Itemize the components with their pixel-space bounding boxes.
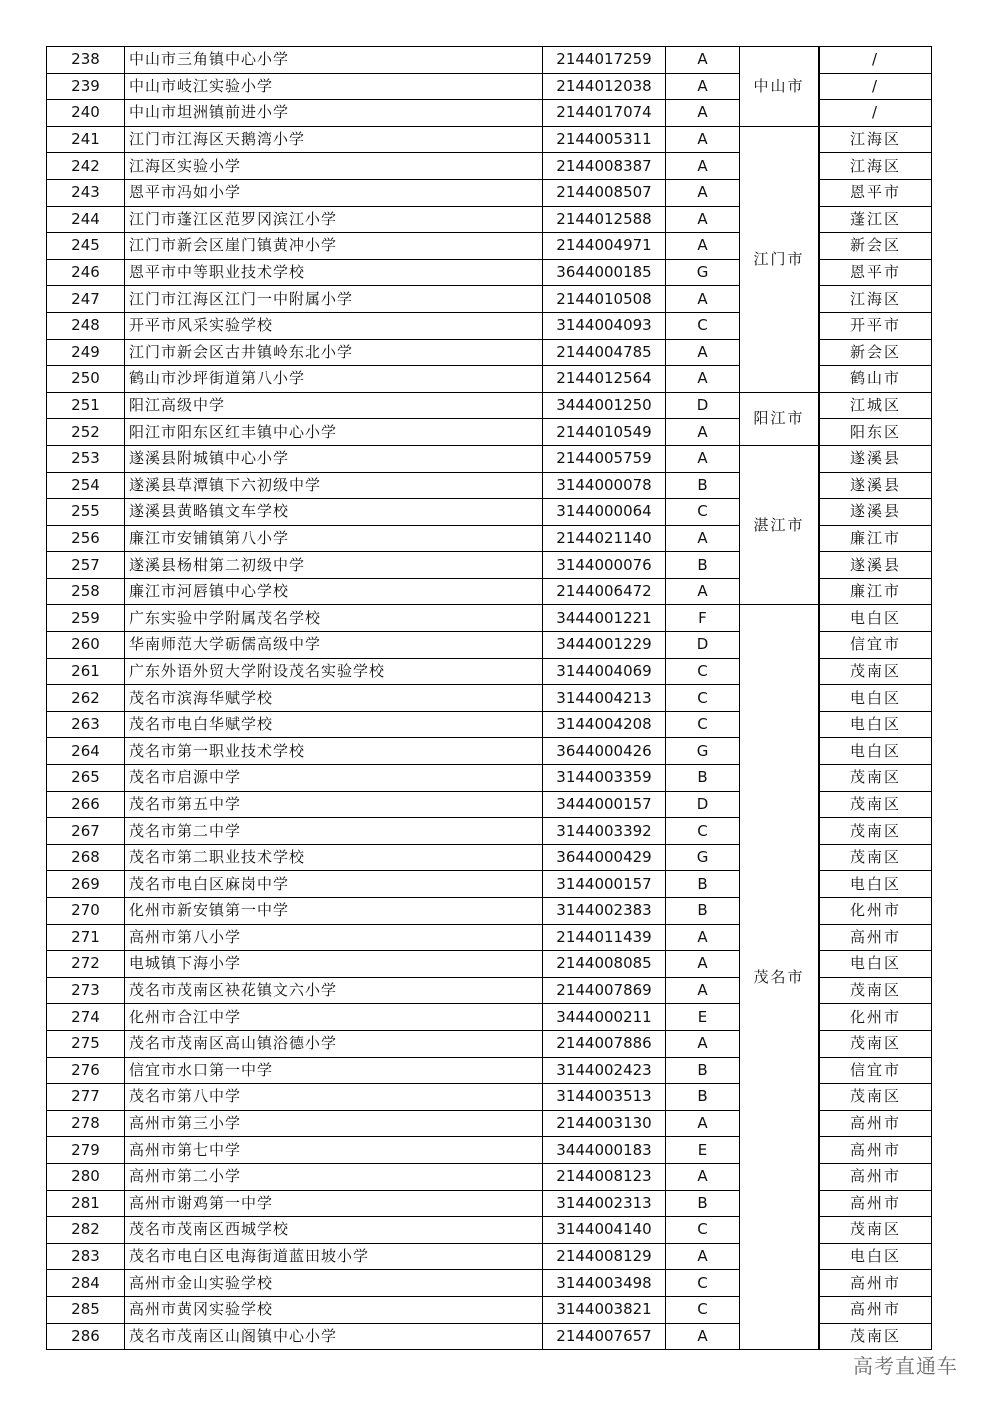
school-list-body <box>47 47 932 1350</box>
row-number-cell: 249 <box>47 339 125 366</box>
category-cell: B <box>666 898 740 925</box>
district-cell: 鹤山市 <box>820 366 932 393</box>
row-number-cell: 285 <box>47 1296 125 1323</box>
category-cell: A <box>666 578 740 605</box>
school-code-cell: 3144000157 <box>543 871 666 898</box>
district-cell: 电白区 <box>820 1243 932 1270</box>
school-name-cell: 茂名市茂南区西城学校 <box>125 1217 543 1244</box>
district-cell: 茂南区 <box>820 1323 932 1350</box>
school-code-cell: 3144004093 <box>543 312 666 339</box>
school-code-cell: 3444000157 <box>543 791 666 818</box>
category-cell: A <box>666 951 740 978</box>
district-cell: 茂南区 <box>820 1030 932 1057</box>
district-cell: 高州市 <box>820 1190 932 1217</box>
district-cell: 茂南区 <box>820 818 932 845</box>
school-code-cell: 3444000211 <box>543 1004 666 1031</box>
district-cell: 高州市 <box>820 1296 932 1323</box>
row-number-cell: 254 <box>47 472 125 499</box>
school-name-cell: 高州市谢鸡第一中学 <box>125 1190 543 1217</box>
school-code-cell: 2144005759 <box>543 445 666 472</box>
category-cell: B <box>666 1084 740 1111</box>
table-row <box>47 605 932 632</box>
category-cell: A <box>666 445 740 472</box>
row-number-cell: 262 <box>47 685 125 712</box>
school-name-cell: 恩平市冯如小学 <box>125 179 543 206</box>
category-cell: A <box>666 206 740 233</box>
row-number-cell: 271 <box>47 924 125 951</box>
school-code-cell: 3144004208 <box>543 711 666 738</box>
school-name-cell: 遂溪县草潭镇下六初级中学 <box>125 472 543 499</box>
school-code-cell: 2144008507 <box>543 179 666 206</box>
school-code-cell: 2144004971 <box>543 233 666 260</box>
school-name-cell: 高州市金山实验学校 <box>125 1270 543 1297</box>
district-cell: 信宜市 <box>820 1057 932 1084</box>
category-cell: G <box>666 844 740 871</box>
row-number-cell: 244 <box>47 206 125 233</box>
district-cell: 江海区 <box>820 153 932 180</box>
category-cell: A <box>666 924 740 951</box>
row-number-cell: 259 <box>47 605 125 632</box>
category-cell: D <box>666 791 740 818</box>
school-name-cell: 中山市岐江实验小学 <box>125 73 543 100</box>
school-name-cell: 茂名市启源中学 <box>125 765 543 792</box>
school-name-cell: 高州市黄冈实验学校 <box>125 1296 543 1323</box>
district-cell: 电白区 <box>820 738 932 765</box>
school-name-cell: 遂溪县附城镇中心小学 <box>125 445 543 472</box>
category-cell: D <box>666 392 740 419</box>
district-cell: / <box>820 73 932 100</box>
district-cell: / <box>820 100 932 127</box>
city-cell: 阳江市 <box>740 392 819 445</box>
school-code-cell: 3144000078 <box>543 472 666 499</box>
school-code-cell: 3444001229 <box>543 632 666 659</box>
category-cell: A <box>666 1323 740 1350</box>
district-cell: 新会区 <box>820 233 932 260</box>
row-number-cell: 265 <box>47 765 125 792</box>
category-cell: G <box>666 259 740 286</box>
row-number-cell: 247 <box>47 286 125 313</box>
table-row <box>47 126 932 153</box>
school-code-cell: 2144007869 <box>543 977 666 1004</box>
district-cell: 遂溪县 <box>820 472 932 499</box>
school-name-cell: 恩平市中等职业技术学校 <box>125 259 543 286</box>
district-cell: 电白区 <box>820 605 932 632</box>
category-cell: A <box>666 419 740 446</box>
row-number-cell: 243 <box>47 179 125 206</box>
category-cell: A <box>666 73 740 100</box>
school-name-cell: 茂名市茂南区高山镇浴德小学 <box>125 1030 543 1057</box>
school-name-cell: 茂名市第一职业技术学校 <box>125 738 543 765</box>
school-name-cell: 茂名市第八中学 <box>125 1084 543 1111</box>
school-name-cell: 茂名市第二中学 <box>125 818 543 845</box>
category-cell: A <box>666 366 740 393</box>
row-number-cell: 245 <box>47 233 125 260</box>
category-cell: A <box>666 47 740 74</box>
school-code-cell: 3644000185 <box>543 259 666 286</box>
school-name-cell: 江海区实验小学 <box>125 153 543 180</box>
school-name-cell: 信宜市水口第一中学 <box>125 1057 543 1084</box>
district-cell: 新会区 <box>820 339 932 366</box>
school-code-cell: 2144003130 <box>543 1110 666 1137</box>
school-name-cell: 茂名市茂南区袂花镇文六小学 <box>125 977 543 1004</box>
district-cell: 江城区 <box>820 392 932 419</box>
category-cell: C <box>666 658 740 685</box>
row-number-cell: 276 <box>47 1057 125 1084</box>
school-code-cell: 3144003392 <box>543 818 666 845</box>
school-name-cell: 江门市江海区江门一中附属小学 <box>125 286 543 313</box>
school-name-cell: 茂名市滨海华赋学校 <box>125 685 543 712</box>
category-cell: A <box>666 1030 740 1057</box>
category-cell: C <box>666 312 740 339</box>
category-cell: F <box>666 605 740 632</box>
district-cell: 高州市 <box>820 1137 932 1164</box>
row-number-cell: 270 <box>47 898 125 925</box>
row-number-cell: 260 <box>47 632 125 659</box>
category-cell: B <box>666 871 740 898</box>
school-code-cell: 3144002313 <box>543 1190 666 1217</box>
district-cell: 茂南区 <box>820 844 932 871</box>
school-code-cell: 2144011439 <box>543 924 666 951</box>
school-code-cell: 3144002383 <box>543 898 666 925</box>
school-name-cell: 化州市合江中学 <box>125 1004 543 1031</box>
row-number-cell: 286 <box>47 1323 125 1350</box>
school-name-cell: 江门市江海区天鹅湾小学 <box>125 126 543 153</box>
category-cell: B <box>666 552 740 579</box>
school-name-cell: 茂名市电白华赋学校 <box>125 711 543 738</box>
table-row <box>47 445 932 472</box>
school-code-cell: 3144004069 <box>543 658 666 685</box>
row-number-cell: 250 <box>47 366 125 393</box>
row-number-cell: 275 <box>47 1030 125 1057</box>
category-cell: A <box>666 100 740 127</box>
school-name-cell: 茂名市第五中学 <box>125 791 543 818</box>
row-number-cell: 269 <box>47 871 125 898</box>
row-number-cell: 274 <box>47 1004 125 1031</box>
category-cell: C <box>666 818 740 845</box>
district-cell: 阳东区 <box>820 419 932 446</box>
category-cell: C <box>666 711 740 738</box>
school-code-cell: 3144000076 <box>543 552 666 579</box>
row-number-cell: 258 <box>47 578 125 605</box>
district-cell: 恩平市 <box>820 259 932 286</box>
district-cell: 江海区 <box>820 286 932 313</box>
row-number-cell: 253 <box>47 445 125 472</box>
city-cell: 湛江市 <box>740 445 819 605</box>
school-code-cell: 2144008387 <box>543 153 666 180</box>
category-cell: A <box>666 286 740 313</box>
category-cell: A <box>666 525 740 552</box>
school-code-cell: 3144003821 <box>543 1296 666 1323</box>
city-cell: 茂名市 <box>740 605 819 1350</box>
district-cell: 化州市 <box>820 1004 932 1031</box>
row-number-cell: 266 <box>47 791 125 818</box>
school-name-cell: 华南师范大学砺儒高级中学 <box>125 632 543 659</box>
row-number-cell: 268 <box>47 844 125 871</box>
school-code-cell: 2144008085 <box>543 951 666 978</box>
school-code-cell: 3144003498 <box>543 1270 666 1297</box>
district-cell: 廉江市 <box>820 578 932 605</box>
school-name-cell: 江门市新会区崖门镇黄冲小学 <box>125 233 543 260</box>
district-cell: 茂南区 <box>820 977 932 1004</box>
school-name-cell: 中山市坦洲镇前进小学 <box>125 100 543 127</box>
row-number-cell: 261 <box>47 658 125 685</box>
row-number-cell: 284 <box>47 1270 125 1297</box>
school-code-cell: 2144021140 <box>543 525 666 552</box>
school-name-cell: 江门市新会区古井镇岭东北小学 <box>125 339 543 366</box>
school-code-cell: 2144008129 <box>543 1243 666 1270</box>
row-number-cell: 248 <box>47 312 125 339</box>
school-name-cell: 阳江市阳东区红丰镇中心小学 <box>125 419 543 446</box>
category-cell: C <box>666 1217 740 1244</box>
school-name-cell: 中山市三角镇中心小学 <box>125 47 543 74</box>
category-cell: E <box>666 1004 740 1031</box>
category-cell: B <box>666 765 740 792</box>
school-code-cell: 2144012564 <box>543 366 666 393</box>
school-code-cell: 2144004785 <box>543 339 666 366</box>
school-name-cell: 高州市第二小学 <box>125 1163 543 1190</box>
category-cell: C <box>666 1296 740 1323</box>
row-number-cell: 279 <box>47 1137 125 1164</box>
category-cell: C <box>666 499 740 526</box>
row-number-cell: 272 <box>47 951 125 978</box>
row-number-cell: 257 <box>47 552 125 579</box>
row-number-cell: 246 <box>47 259 125 286</box>
school-code-cell: 3144000064 <box>543 499 666 526</box>
school-name-cell: 电城镇下海小学 <box>125 951 543 978</box>
table-row <box>47 47 932 74</box>
school-name-cell: 开平市风采实验学校 <box>125 312 543 339</box>
school-code-cell: 2144005311 <box>543 126 666 153</box>
city-cell: 江门市 <box>740 126 819 392</box>
category-cell: E <box>666 1137 740 1164</box>
school-name-cell: 化州市新安镇第一中学 <box>125 898 543 925</box>
district-cell: / <box>820 47 932 74</box>
district-cell: 廉江市 <box>820 525 932 552</box>
watermark-text: 高考直通车 <box>853 1354 958 1378</box>
district-cell: 茂南区 <box>820 791 932 818</box>
school-name-cell: 高州市第七中学 <box>125 1137 543 1164</box>
row-number-cell: 278 <box>47 1110 125 1137</box>
row-number-cell: 277 <box>47 1084 125 1111</box>
category-cell: B <box>666 1190 740 1217</box>
district-cell: 高州市 <box>820 1110 932 1137</box>
school-name-cell: 遂溪县杨柑第二初级中学 <box>125 552 543 579</box>
school-name-cell: 廉江市河唇镇中心学校 <box>125 578 543 605</box>
category-cell: G <box>666 738 740 765</box>
school-name-cell: 阳江高级中学 <box>125 392 543 419</box>
school-code-cell: 3144002423 <box>543 1057 666 1084</box>
district-cell: 遂溪县 <box>820 445 932 472</box>
row-number-cell: 240 <box>47 100 125 127</box>
school-code-cell: 2144017259 <box>543 47 666 74</box>
row-number-cell: 263 <box>47 711 125 738</box>
district-cell: 开平市 <box>820 312 932 339</box>
district-cell: 茂南区 <box>820 1084 932 1111</box>
district-cell: 电白区 <box>820 685 932 712</box>
district-cell: 化州市 <box>820 898 932 925</box>
school-name-cell: 广东外语外贸大学附设茂名实验学校 <box>125 658 543 685</box>
school-name-cell: 江门市蓬江区范罗冈滨江小学 <box>125 206 543 233</box>
district-cell: 电白区 <box>820 711 932 738</box>
category-cell: D <box>666 632 740 659</box>
school-name-cell: 廉江市安铺镇第八小学 <box>125 525 543 552</box>
school-name-cell: 茂名市茂南区山阁镇中心小学 <box>125 1323 543 1350</box>
row-number-cell: 273 <box>47 977 125 1004</box>
district-cell: 蓬江区 <box>820 206 932 233</box>
category-cell: A <box>666 977 740 1004</box>
category-cell: A <box>666 126 740 153</box>
row-number-cell: 242 <box>47 153 125 180</box>
category-cell: A <box>666 1243 740 1270</box>
school-name-cell: 高州市第八小学 <box>125 924 543 951</box>
school-code-cell: 3144003513 <box>543 1084 666 1111</box>
school-code-cell: 3144004140 <box>543 1217 666 1244</box>
row-number-cell: 264 <box>47 738 125 765</box>
row-number-cell: 282 <box>47 1217 125 1244</box>
school-code-cell: 3144004213 <box>543 685 666 712</box>
school-name-cell: 茂名市第二职业技术学校 <box>125 844 543 871</box>
district-cell: 遂溪县 <box>820 552 932 579</box>
row-number-cell: 267 <box>47 818 125 845</box>
category-cell: A <box>666 233 740 260</box>
school-code-cell: 2144007886 <box>543 1030 666 1057</box>
table-row <box>47 392 932 419</box>
row-number-cell: 280 <box>47 1163 125 1190</box>
row-number-cell: 283 <box>47 1243 125 1270</box>
school-code-cell: 2144012588 <box>543 206 666 233</box>
school-code-cell: 3644000429 <box>543 844 666 871</box>
district-cell: 电白区 <box>820 871 932 898</box>
row-number-cell: 241 <box>47 126 125 153</box>
school-name-cell: 高州市第三小学 <box>125 1110 543 1137</box>
category-cell: C <box>666 685 740 712</box>
school-name-cell: 茂名市电白区电海街道蓝田坡小学 <box>125 1243 543 1270</box>
school-name-cell: 广东实验中学附属茂名学校 <box>125 605 543 632</box>
row-number-cell: 256 <box>47 525 125 552</box>
district-cell: 高州市 <box>820 924 932 951</box>
district-cell: 茂南区 <box>820 658 932 685</box>
district-cell: 高州市 <box>820 1270 932 1297</box>
row-number-cell: 238 <box>47 47 125 74</box>
city-cell: 中山市 <box>740 47 819 127</box>
category-cell: A <box>666 339 740 366</box>
district-cell: 茂南区 <box>820 765 932 792</box>
district-cell: 电白区 <box>820 951 932 978</box>
district-cell: 江海区 <box>820 126 932 153</box>
district-cell: 高州市 <box>820 1163 932 1190</box>
school-code-cell: 2144007657 <box>543 1323 666 1350</box>
school-code-cell: 2144008123 <box>543 1163 666 1190</box>
school-code-cell: 3444001221 <box>543 605 666 632</box>
school-code-cell: 2144006472 <box>543 578 666 605</box>
category-cell: A <box>666 179 740 206</box>
category-cell: A <box>666 1110 740 1137</box>
district-cell: 遂溪县 <box>820 499 932 526</box>
row-number-cell: 252 <box>47 419 125 446</box>
category-cell: C <box>666 1270 740 1297</box>
school-code-cell: 3444000183 <box>543 1137 666 1164</box>
category-cell: B <box>666 472 740 499</box>
row-number-cell: 239 <box>47 73 125 100</box>
district-cell: 恩平市 <box>820 179 932 206</box>
row-number-cell: 251 <box>47 392 125 419</box>
district-cell: 茂南区 <box>820 1217 932 1244</box>
school-list-table <box>46 46 932 1350</box>
category-cell: A <box>666 1163 740 1190</box>
category-cell: A <box>666 153 740 180</box>
school-name-cell: 茂名市电白区麻岗中学 <box>125 871 543 898</box>
school-code-cell: 3644000426 <box>543 738 666 765</box>
school-code-cell: 2144012038 <box>543 73 666 100</box>
school-code-cell: 3444001250 <box>543 392 666 419</box>
school-name-cell: 遂溪县黄略镇文车学校 <box>125 499 543 526</box>
category-cell: B <box>666 1057 740 1084</box>
school-code-cell: 2144017074 <box>543 100 666 127</box>
school-code-cell: 3144003359 <box>543 765 666 792</box>
school-name-cell: 鹤山市沙坪街道第八小学 <box>125 366 543 393</box>
row-number-cell: 255 <box>47 499 125 526</box>
school-code-cell: 2144010508 <box>543 286 666 313</box>
row-number-cell: 281 <box>47 1190 125 1217</box>
district-cell: 信宜市 <box>820 632 932 659</box>
school-code-cell: 2144010549 <box>543 419 666 446</box>
